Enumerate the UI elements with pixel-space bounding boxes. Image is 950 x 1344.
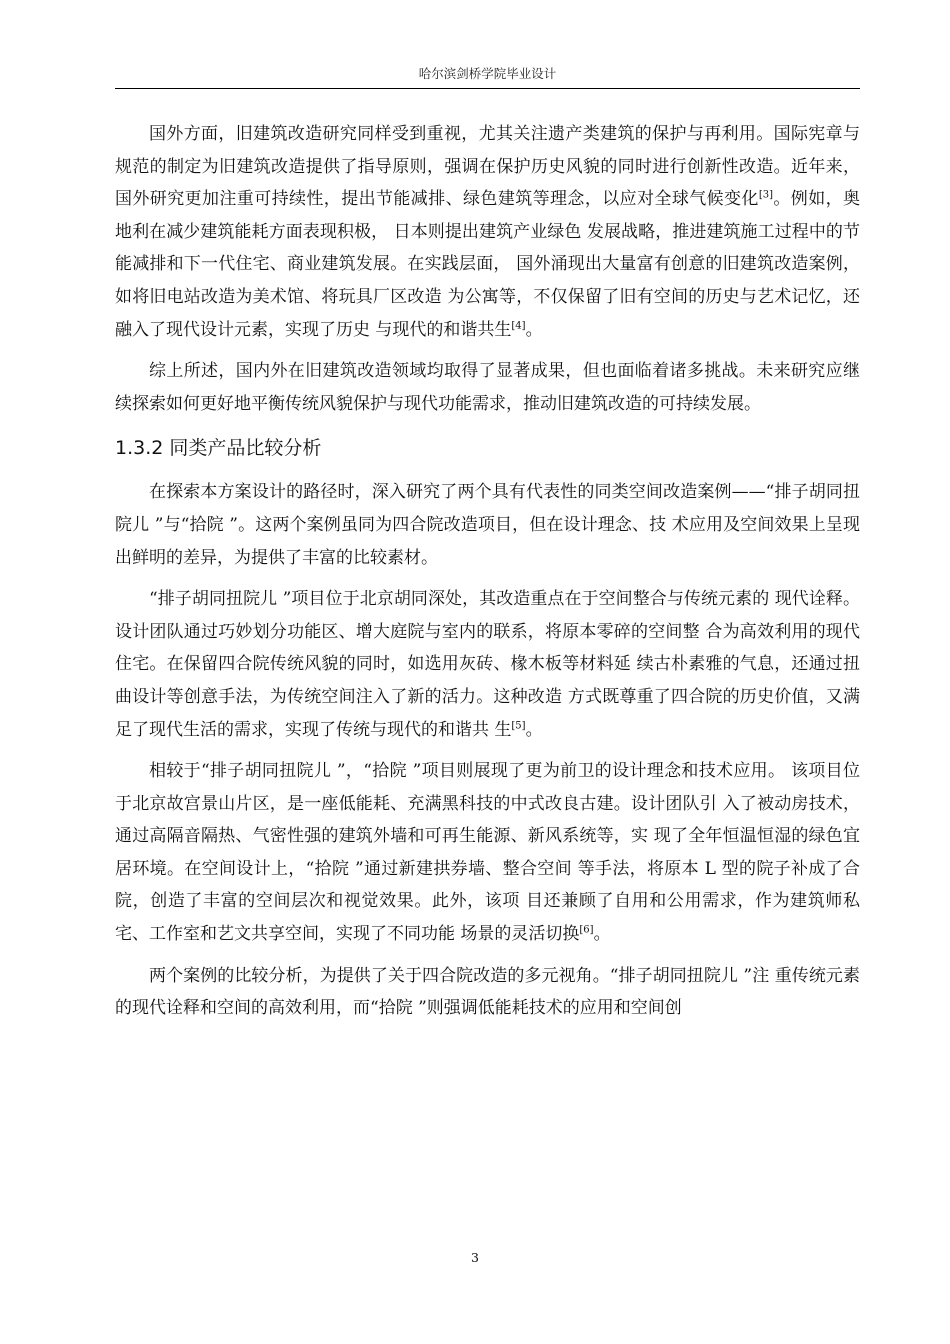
citation: [5] xyxy=(511,719,526,731)
citation: [4] xyxy=(511,319,526,331)
section-heading xyxy=(115,434,860,462)
paragraph-text: 。 xyxy=(593,924,611,945)
paragraph-text: 。 xyxy=(525,319,543,340)
paragraph-text: 两个案例的比较分析，为提供了关于四合院改造的多元视角。“排子胡同扭院儿 ”注 重传统元素的现代诠释和空间的高效利用，而“拾院 ”则强调低能耗技术的应用和空间创 xyxy=(115,965,860,1019)
paragraph-text: 在探索本方案设计的路径时，深入研究了两个具有代表性的同类空间改造案例——“排子胡同扭院儿 ”与“拾院 ”。这两个案例虽同为四合院改造项目，但在设计理念、技 术应用及空间效果上呈现出鲜明的差异，为提供了丰富的比较素材。 xyxy=(115,482,860,568)
paragraph-summary xyxy=(115,355,860,420)
header-divider xyxy=(115,88,860,89)
paragraph-text: “排子胡同扭院儿 ”项目位于北京胡同深处，其改造重点在于空间整合与传统元素的 现代诠释。设计团队通过巧妙划分功能区、增大庭院与室内的联系，将原本零碎的空间整 合为高效利用的现代住宅。在保留四合院传统风貌的同时，如选用灰砖、椽木板等材料延 续古朴素雅的气息，还通过扭曲设计等创意手法，为传统空间注入了新的活力。这种改造 方式既尊重了四合院的历史价值，又满足了现代生活的需求，实现了传统与现代的和谐共 生 xyxy=(115,589,860,740)
section-number: 1.3.2 xyxy=(115,437,164,460)
paragraph-case-intro xyxy=(115,476,860,574)
paragraph-foreign-research xyxy=(115,118,860,346)
paragraph-text: 。 xyxy=(525,719,543,740)
body-text xyxy=(115,118,860,1034)
paragraph-text: 相较于“排子胡同扭院儿 ”，“拾院 ”项目则展现了更为前卫的设计理念和技术应用。 该项目位于北京故宫景山片区，是一座低能耗、充满黑科技的中式改良古建。设计团队引 入了被动房技术，通过高隔音隔热、气密性强的建筑外墙和可再生能源、新风系统等，实 现了全年恒温恒湿的绿色宜居环境。在空间设计上，“拾院 ”通过新建拱券墙、整合空间 等手法，将原本 L 型的院子补成了合院，创造了丰富的空间层次和视觉效果。此外，该项 目还兼顾了自用和公用需求，作为建筑师私宅、工作室和艺文共享空间，实现了不同功能 场景的灵活切换 xyxy=(115,761,860,945)
paragraph-case-shiyuan xyxy=(115,755,860,951)
paragraph-text: 国外方面，旧建筑改造研究同样受到重视，尤其关注遗产类建筑的保护与再利用。国际宪章与规范的制定为旧建筑改造提供了指导原则，强调在保护历史风貌的同时进行创新性改造。近年来，国外研究更加注重可持续性，提出节能减排、绿色建筑等理念，以应对全球气候变化 xyxy=(115,124,860,210)
page-number: 3 xyxy=(471,1250,479,1265)
paragraph-case-paizi xyxy=(115,583,860,746)
running-header: 哈尔滨剑桥学院毕业设计 xyxy=(418,66,557,81)
citation: [6] xyxy=(579,924,594,936)
paragraph-text: 。例如，奥地利在减少建筑能耗方面表现积极， 日本则提出建筑产业绿色 发展战略，推进建筑施工过程中的节能减排和下一代住宅、商业建筑发展。在实践层面， 国外涌现出大量富有创意的旧建筑改造案例，如将旧电站改造为美术馆、将玩具厂区改造 为公寓等，不仅保留了旧有空间的历史与艺术记忆，还融入了现代设计元素，实现了历史 与现代的和谐共生 xyxy=(115,189,861,340)
section-title: 同类产品比较分析 xyxy=(169,437,322,460)
paragraph-text: 综上所述，国内外在旧建筑改造领域均取得了显著成果，但也面临着诸多挑战。未来研究应继续探索如何更好地平衡传统风貌保护与现代功能需求，推动旧建筑改造的可持续发展。 xyxy=(115,361,860,414)
citation: [3] xyxy=(758,189,773,201)
paragraph-comparison xyxy=(115,960,860,1025)
